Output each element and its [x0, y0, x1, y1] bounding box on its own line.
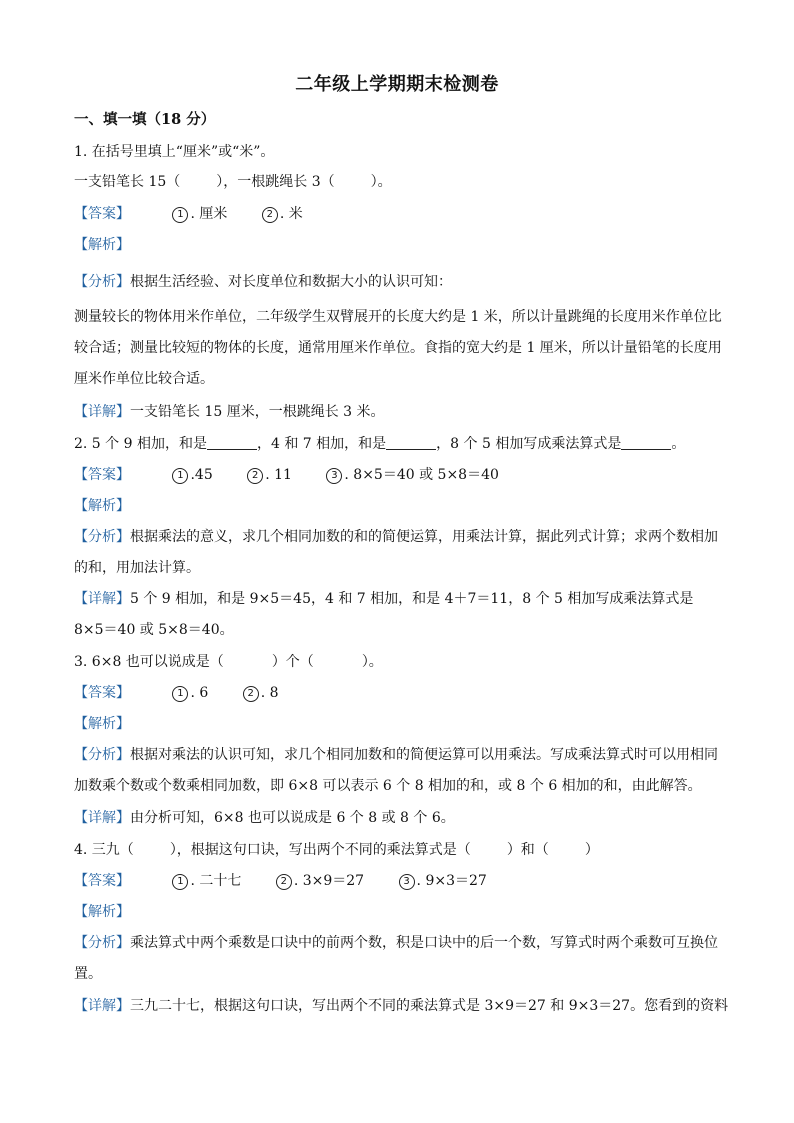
circled-number: 2 [243, 686, 259, 702]
answer-option: 1 . 厘米 [172, 204, 227, 224]
analysis-tag: 【解析】 [74, 904, 130, 920]
section-heading: 一、填一填（18 分） [74, 111, 216, 128]
answer-option: 2 . 8 [243, 683, 279, 703]
circled-number: 3 [399, 874, 415, 890]
question-3-fenxi: 【分析】根据对乘法的认识可知，求几个相同加数和的简便运算可以用乘法。写成乘法算式时可以用相同加数乘个数或个数乘相同加数，即 6×8 可以表示 6 个 8 相加的和，或 8 个 6 相加的和，由此解答。 [74, 747, 718, 794]
question-2-answer [74, 465, 724, 485]
circled-number: 3 [326, 468, 342, 484]
question-3-answer [74, 683, 724, 703]
question-4-fenxi: 【分析】乘法算式中两个乘数是口诀中的前两个数，积是口诀中的后一个数，写算式时两个乘数可互换位置。 [74, 935, 718, 982]
page-title: 二年级上学期期末检测卷 [295, 74, 499, 95]
answer-option: 2 . 11 [247, 465, 292, 485]
answer-option: 1 . 二十七 [172, 871, 241, 891]
analysis-tag: 【解析】 [74, 237, 130, 253]
question-3-detail: 【详解】由分析可知，6×8 也可以说成是 6 个 8 或 8 个 6。 [74, 810, 455, 826]
circled-number: 2 [262, 207, 278, 223]
circled-number: 1 [172, 874, 188, 890]
question-1-fenxi: 【分析】根据生活经验、对长度单位和数据大小的认识可知： [74, 274, 452, 290]
circled-number: 2 [247, 468, 263, 484]
answer-tag: 【答案】 [74, 685, 130, 701]
answer-option: 1 . 6 [172, 683, 208, 703]
fill-blank [207, 435, 257, 450]
fill-blank [621, 435, 671, 450]
circled-number: 1 [172, 468, 188, 484]
analysis-tag: 【解析】 [74, 716, 130, 732]
analysis-tag: 【解析】 [74, 498, 130, 514]
question-2-fenxi: 【分析】根据乘法的意义，求几个相同加数的和的简便运算，用乘法计算，据此列式计算；求两个数相加的和，用加法计算。 [74, 529, 718, 576]
question-1-paragraph: 测量较长的物体用米作单位，二年级学生双臂展开的长度大约是 1 米，所以计量跳绳的长度用米作单位比较合适；测量比较短的物体的长度，通常用厘米作单位。食指的宽大约是 1 厘米，所以计量铅笔的长度用厘米作单位比较合适。 [74, 309, 722, 387]
answer-tag: 【答案】 [74, 206, 130, 222]
circled-number: 2 [276, 874, 292, 890]
question-1-blanks: 一支铅笔长 15（ ），一根跳绳长 3（ ）。 [74, 174, 392, 190]
question-1-stem: 1. 在括号里填上“厘米”或“米”。 [74, 144, 275, 160]
answer-option: 3 . 9×3＝27 [399, 871, 487, 891]
question-1-answer [74, 204, 724, 224]
question-3-stem: 3. 6×8 也可以说成是（ ）个（ ）。 [74, 654, 383, 670]
question-2-detail: 【详解】5 个 9 相加，和是 9×5＝45，4 和 7 相加，和是 4＋7＝11，8 个 5 相加写成乘法算式是 8×5＝40 或 5×8＝40。 [74, 591, 694, 638]
answer-option: 1 .45 [172, 465, 212, 485]
question-4-stem: 4. 三九（ ），根据这句口诀，写出两个不同的乘法算式是（ ）和（ ） [74, 842, 599, 858]
circled-number: 1 [172, 686, 188, 702]
answer-option: 3 . 8×5＝40 或 5×8＝40 [326, 465, 499, 485]
answer-tag: 【答案】 [74, 467, 130, 483]
circled-number: 1 [172, 207, 188, 223]
question-4-answer [74, 871, 724, 891]
question-2-stem: 2. 5 个 9 相加，和是 ，4 和 7 相加，和是 ，8 个 5 相加写成乘法算式是 。 [74, 436, 686, 452]
question-4-detail: 【详解】三九二十七，根据这句口诀，写出两个不同的乘法算式是 3×9＝27 和 9×3＝27。您看到的资料 [74, 998, 729, 1014]
answer-option: 2 . 3×9＝27 [276, 871, 364, 891]
question-1-detail: 【详解】一支铅笔长 15 厘米，一根跳绳长 3 米。 [74, 404, 385, 420]
answer-option: 2 . 米 [262, 204, 303, 224]
fill-blank [386, 435, 436, 450]
answer-tag: 【答案】 [74, 873, 130, 889]
